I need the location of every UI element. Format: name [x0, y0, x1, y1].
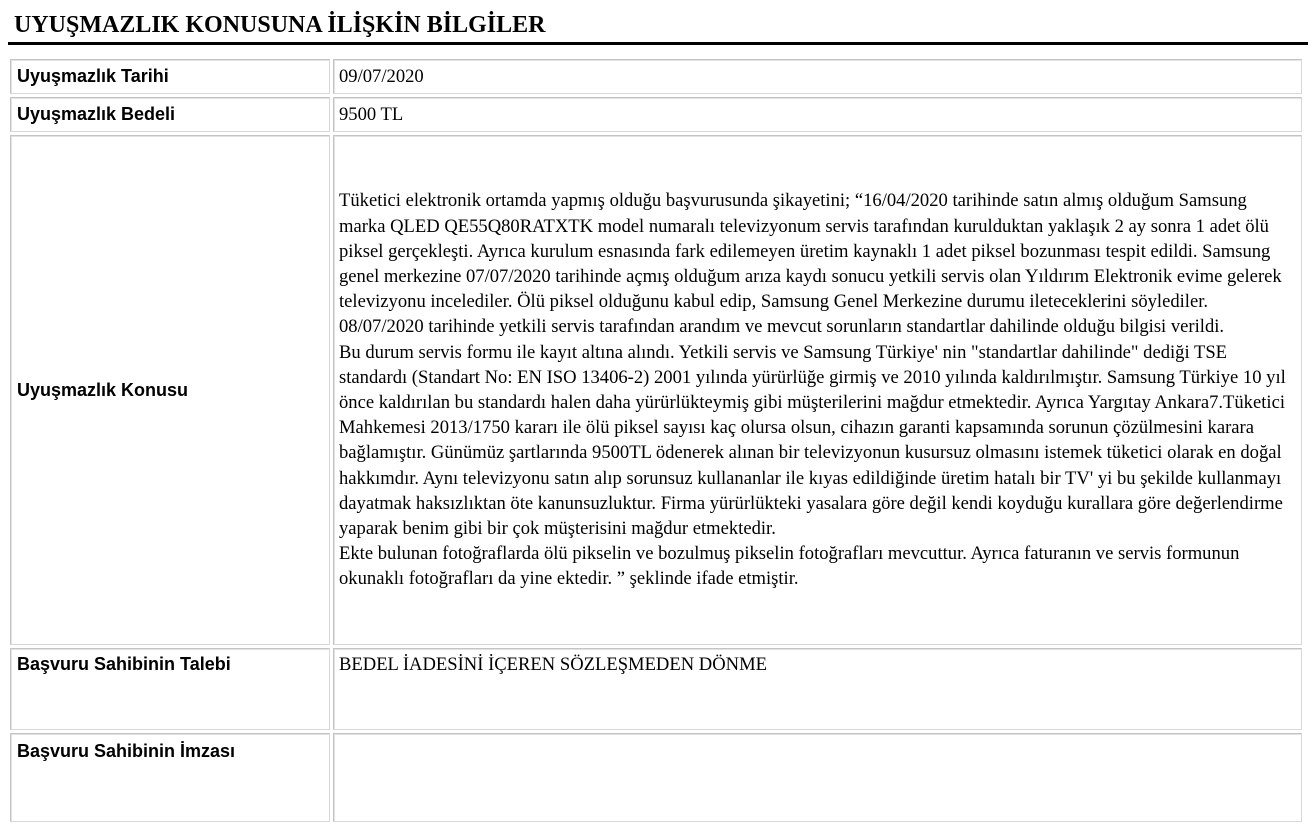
title-underline [8, 42, 1308, 45]
dispute-amount-label: Uyuşmazlık Bedeli [10, 97, 330, 132]
dispute-date-value: 09/07/2020 [333, 59, 1302, 94]
dispute-subject-text [339, 186, 1297, 593]
applicant-request-label: Başvuru Sahibinin Talebi [10, 648, 330, 730]
subject-paragraph-1: Tüketici elektronik ortamda yapmış olduğu başvurusunda şikayetini; “16/04/2020 tarihinde satın almış olduğum Samsung marka QLED QE55Q80RATXTK model numaralı televizyonum servis tarafından kurulduktan yaklaşık 2 ay sonra 1 adet ölü piksel gerçekleşti. Ayrıca kurulum esnasında fark edilemeyen üretim kaynaklı 1 adet piksel bozunması tespit edildi. Samsung genel merkezine 07/07/2020 tarihinde açmış olduğum arıza kaydı sonucu yetkili servis olan Yıldırım Elektronik evime gelerek televizyonu incelediler. Ölü piksel olduğunu kabul edip, Samsung Genel Merkezine durumu ileteceklerini söylediler. 08/07/2020 tarihinde yetkili servis tarafından arandım ve mevcut sorunların standartlar dahilinde olduğu bilgisi verildi. [339, 190, 1282, 338]
subject-paragraph-3: Ekte bulunan fotoğraflarda ölü pikselin ve bozulmuş pikselin fotoğrafları mevcuttur. Ayrıca faturanın ve servis formunun okunaklı fotoğrafları da yine ektedir. ” şeklinde ifade etmiştir. [339, 543, 1240, 590]
dispute-amount-value: 9500 TL [333, 97, 1302, 132]
dispute-subject-value [333, 135, 1302, 645]
dispute-date-label: Uyuşmazlık Tarihi [10, 59, 330, 94]
applicant-request-value: BEDEL İADESİNİ İÇEREN SÖZLEŞMEDEN DÖNME [333, 648, 1302, 730]
row-dispute-amount [10, 97, 1302, 132]
section-title: UYUŞMAZLIK KONUSUNA İLİŞKİN BİLGİLER [14, 12, 546, 38]
row-applicant-signature [10, 733, 1302, 822]
row-dispute-subject [10, 135, 1302, 645]
subject-paragraph-2: Bu durum servis formu ile kayıt altına alındı. Yetkili servis ve Samsung Türkiye' nin "standartlar dahilinde" dediği TSE standardı (Standart No: EN ISO 13406-2) 2001 yılında yürürlüğe girmiş ve 2010 yılında kaldırılmıştır. Samsung Türkiye 10 yıl önce kaldırılan bu standardı halen daha yürürlükteymiş gibi müşterilerini mağdur etmektedir. Ayrıca Yargıtay Ankara7.Tüketici Mahkemesi 2013/1750 kararı ile ölü piksel sayısı kaç olursa olsun, cihazın garanti kapsamında sorunun çözülmesini karara bağlamıştır. Günümüz şartlarında 9500TL ödenerek alınan bir televizyonun kusursuz olmasını istemek tüketici olarak en doğal hakkımdır. Aynı televizyonu satın alıp sorunsuz kullananlar ile kıyas edildiğinde üretim hatalı bir TV' yi bu şekilde kullanmayı dayatmak haksızlıktan öte kanunsuzluktur. Firma yürürlükteki yasalara göre değil kendi koyduğu kurallara göre değerlendirme yaparak benim gibi bir çok müşterisini mağdur etmektedir. [339, 341, 1286, 540]
row-applicant-request [10, 648, 1302, 730]
dispute-subject-label: Uyuşmazlık Konusu [10, 135, 330, 645]
applicant-signature-label: Başvuru Sahibinin İmzası [10, 733, 330, 822]
applicant-signature-value [333, 733, 1302, 822]
dispute-info-table [7, 56, 1305, 825]
row-dispute-date [10, 59, 1302, 94]
